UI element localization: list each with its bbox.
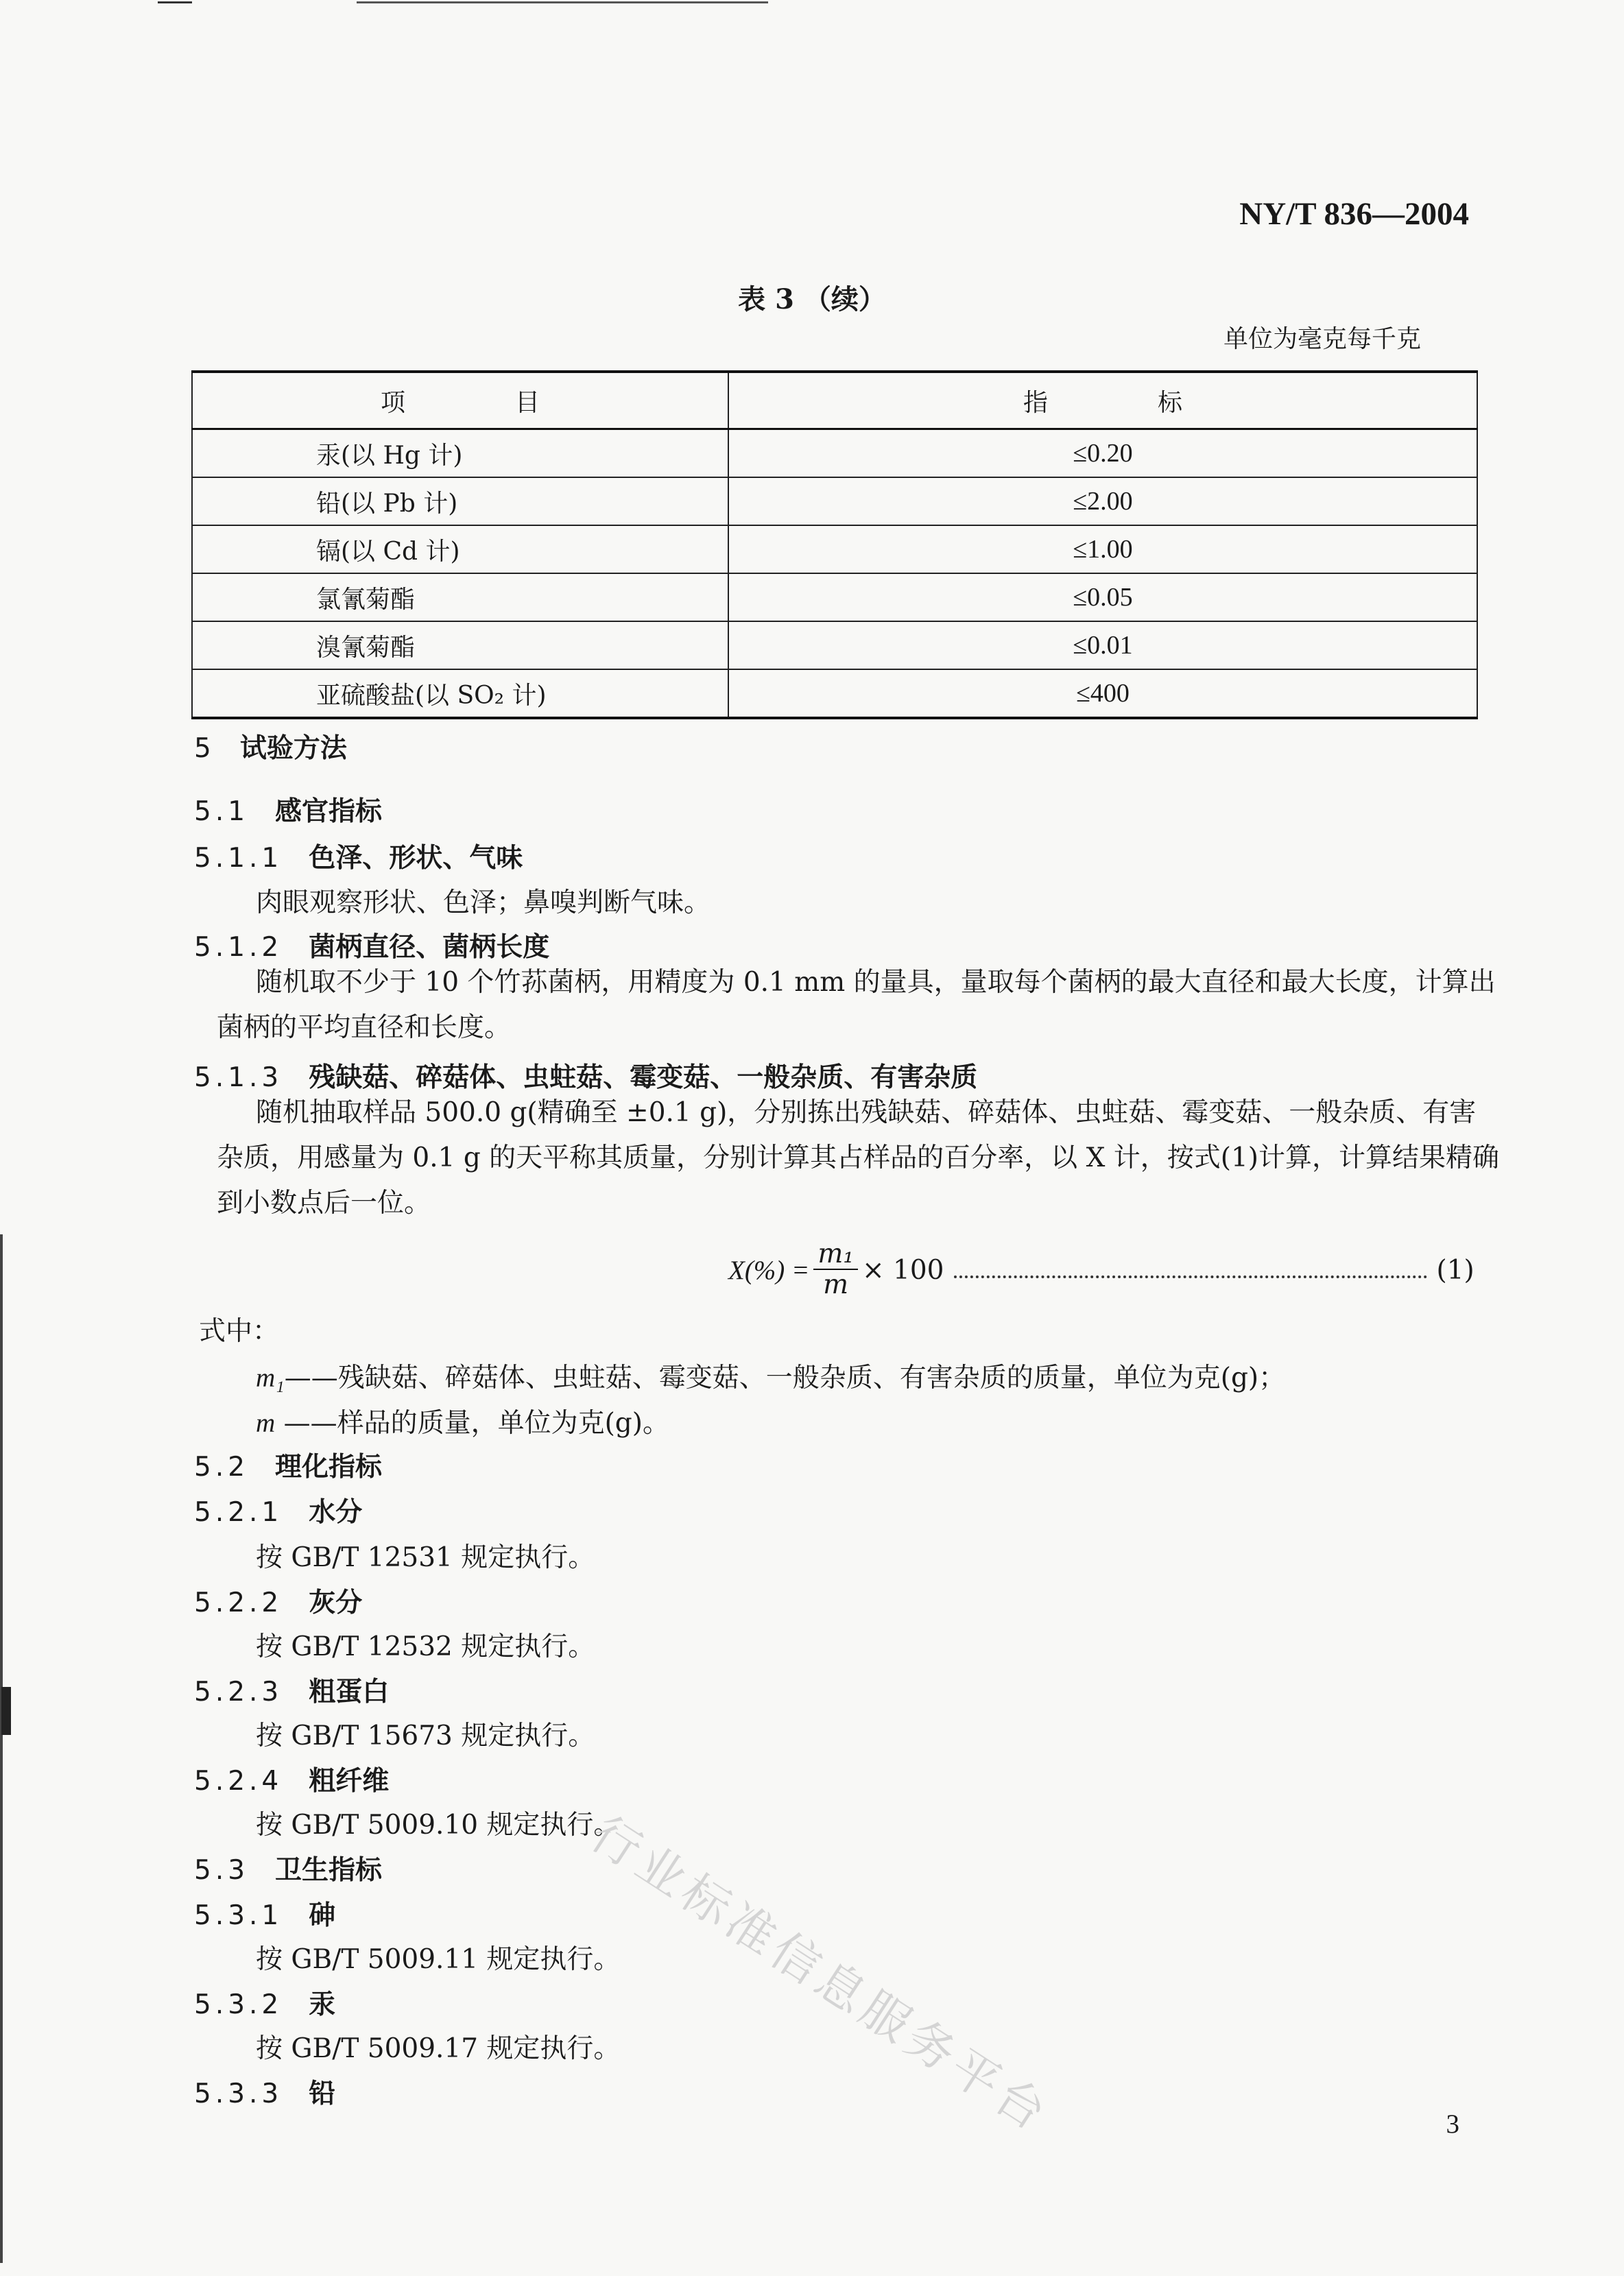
section-text-5-2-1: 按 GB/T 12531 规定执行。 xyxy=(256,1542,595,1573)
formula-fraction xyxy=(813,1240,858,1300)
unit-note: 单位为毫克每千克 xyxy=(1223,325,1421,353)
limits-table xyxy=(191,370,1478,719)
formula-rhs: × 100 xyxy=(861,1254,944,1286)
table-title: 表 3 （续） xyxy=(738,283,886,315)
table-row xyxy=(192,429,1477,478)
section-text-5-2-4: 按 GB/T 5009.10 规定执行。 xyxy=(256,1810,621,1841)
section-heading-5-3-2: 5.3.2 汞 xyxy=(194,1989,336,2020)
scan-mark xyxy=(1,1687,11,1735)
formula-leader-dots xyxy=(954,1274,1427,1278)
section-text-5-1-2: 随机取不少于 10 个竹荪菌柄，用精度为 0.1 mm 的量具，量取每个菌柄的最大直径和最大长度，计算出菌柄的平均直径和长度。 xyxy=(217,967,1496,1043)
section-text-5-2-2: 按 GB/T 12532 规定执行。 xyxy=(256,1631,595,1662)
row-value: ≤400 xyxy=(728,669,1477,718)
section-text-5-1-3: 随机抽取样品 500.0 g(精确至 ±0.1 g)，分别拣出残缺菇、碎菇体、虫蛀菇、霉变菇、一般杂质、有害杂质，用感量为 0.1 g 的天平称其质量，分别计算其占样品的百分率，以 X 计，按式(1)计算，计算结果精确到小数点后一位。 xyxy=(217,1097,1499,1219)
section-text-5-1-1: 肉眼观察形状、色泽；鼻嗅判断气味。 xyxy=(256,887,711,918)
section-heading-5-3: 5.3 卫生指标 xyxy=(194,1854,383,1886)
row-item: 氯氰菊酯 xyxy=(192,573,728,621)
row-item: 亚硫酸盐(以 SO₂ 计) xyxy=(192,669,728,718)
row-item: 铅(以 Pb 计) xyxy=(192,477,728,525)
section-heading-5: 5 试验方法 xyxy=(194,732,347,764)
row-item: 镉(以 Cd 计) xyxy=(192,525,728,573)
formula-lhs: X(%) = xyxy=(728,1255,810,1285)
scan-mark xyxy=(158,1,192,3)
row-item: 溴氰菊酯 xyxy=(192,621,728,669)
section-heading-5-1: 5.1 感官指标 xyxy=(194,795,383,827)
formula-denominator: m xyxy=(823,1269,849,1300)
row-value: ≤1.00 xyxy=(728,525,1477,573)
section-heading-5-2: 5.2 理化指标 xyxy=(194,1451,383,1483)
section-text-5-2-3: 按 GB/T 15673 规定执行。 xyxy=(256,1721,595,1751)
formula-numerator: m₁ xyxy=(813,1240,858,1270)
row-value: ≤2.00 xyxy=(728,477,1477,525)
section-heading-5-3-1: 5.3.1 砷 xyxy=(194,1900,336,1931)
section-heading-5-2-3: 5.2.3 粗蛋白 xyxy=(194,1676,390,1708)
row-value: ≤0.20 xyxy=(728,429,1477,478)
section-heading-5-1-1: 5.1.1 色泽、形状、气味 xyxy=(194,842,523,874)
section-text-5-3-2: 按 GB/T 5009.17 规定执行。 xyxy=(256,2033,621,2064)
section-heading-5-1-3: 5.1.3 残缺菇、碎菇体、虫蛀菇、霉变菇、一般杂质、有害杂质 xyxy=(194,1062,978,1093)
table-row xyxy=(192,621,1477,669)
watermark: 行业标准信息服务平台 xyxy=(581,1805,1060,2144)
where-intro: 式中： xyxy=(199,1316,280,1347)
page-number: 3 xyxy=(1446,2109,1459,2139)
section-text-5-3-1: 按 GB/T 5009.11 规定执行。 xyxy=(256,1944,621,1975)
where-item: m₁——残缺菇、碎菇体、虫蛀菇、霉变菇、一般杂质、有害杂质的质量，单位为克(g)； xyxy=(256,1363,1286,1393)
table-header-row xyxy=(192,372,1477,429)
table-row xyxy=(192,669,1477,718)
row-value: ≤0.05 xyxy=(728,573,1477,621)
where-item: m ——样品的质量，单位为克(g)。 xyxy=(256,1408,669,1439)
table-header-item: 项目 xyxy=(192,372,728,429)
table-header-value: 指标 xyxy=(728,372,1477,429)
section-heading-5-3-3: 5.3.3 铅 xyxy=(194,2078,336,2109)
scan-mark xyxy=(0,1234,3,2263)
formula-number: (1) xyxy=(1436,1254,1474,1286)
row-value: ≤0.01 xyxy=(728,621,1477,669)
table-row xyxy=(192,573,1477,621)
table-row xyxy=(192,477,1477,525)
row-item: 汞(以 Hg 计) xyxy=(192,429,728,478)
table-row xyxy=(192,525,1477,573)
standard-code: NY/T 836—2004 xyxy=(1239,196,1469,232)
scan-mark xyxy=(357,1,768,3)
section-heading-5-1-2: 5.1.2 菌柄直径、菌柄长度 xyxy=(194,931,550,963)
formula-1 xyxy=(728,1240,1474,1300)
section-heading-5-2-1: 5.2.1 水分 xyxy=(194,1496,363,1528)
section-heading-5-2-2: 5.2.2 灰分 xyxy=(194,1587,363,1618)
section-heading-5-2-4: 5.2.4 粗纤维 xyxy=(194,1765,390,1797)
